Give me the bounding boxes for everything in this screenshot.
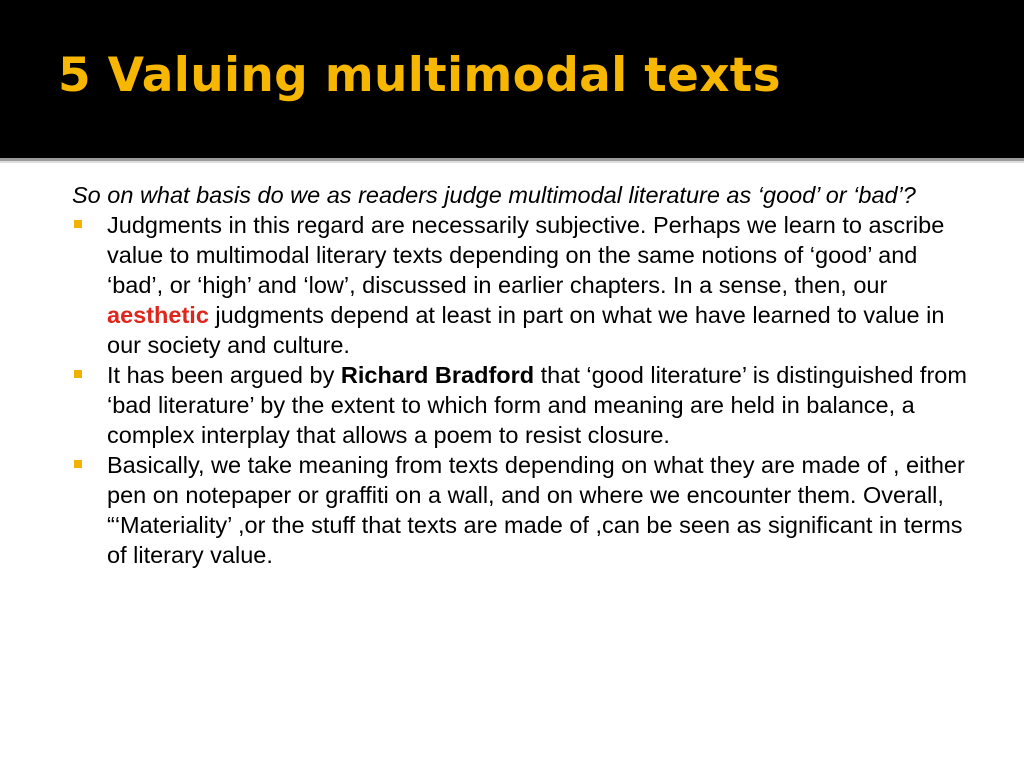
bullet-text: Basically, we take meaning from texts depending on what they are made of , either pen on notepaper or graffiti on a wall, and on where we encounter them. Overall, “‘Materiality’ ,or the stuff that texts are made of ,can be seen as significant in terms of literary value. <box>107 452 965 568</box>
bullet-square-icon <box>74 370 82 378</box>
bullet-item-materiality <box>72 450 977 570</box>
author-name: Richard Bradford <box>340 362 535 388</box>
slide-body <box>72 180 977 570</box>
bullet-text-part: Judgments in this regard are necessarily subjective. Perhaps we learn to ascribe value to multimodal literary texts depending on the same notions of ‘good’ and ‘bad’, or ‘high’ and ‘low’, discussed in earlier chapters. In a sense, then, our <box>107 212 945 298</box>
bullet-item-subjectivity <box>72 210 977 360</box>
bullet-item-bradford <box>72 360 977 450</box>
title-divider-highlight <box>0 161 1024 163</box>
highlighted-term: aesthetic <box>107 302 209 328</box>
bullet-text-part: It has been argued by <box>107 362 341 388</box>
bullet-square-icon <box>74 460 82 468</box>
bullet-list <box>72 210 977 570</box>
title-bar <box>0 0 1024 158</box>
bullet-square-icon <box>74 220 82 228</box>
slide-title: 5 Valuing multimodal texts <box>58 48 781 103</box>
bullet-text-part: that ‘good literature’ is distinguished from ‘bad literature’ by the extent to which form and meaning are held in balance, a complex interplay that allows a poem to resist closure. <box>107 362 967 448</box>
intro-question: So on what basis do we as readers judge multimodal literature as ‘good’ or ‘bad’? <box>72 182 916 208</box>
bullet-text-part: judgments depend at least in part on what we have learned to value in our society and culture. <box>107 302 945 358</box>
